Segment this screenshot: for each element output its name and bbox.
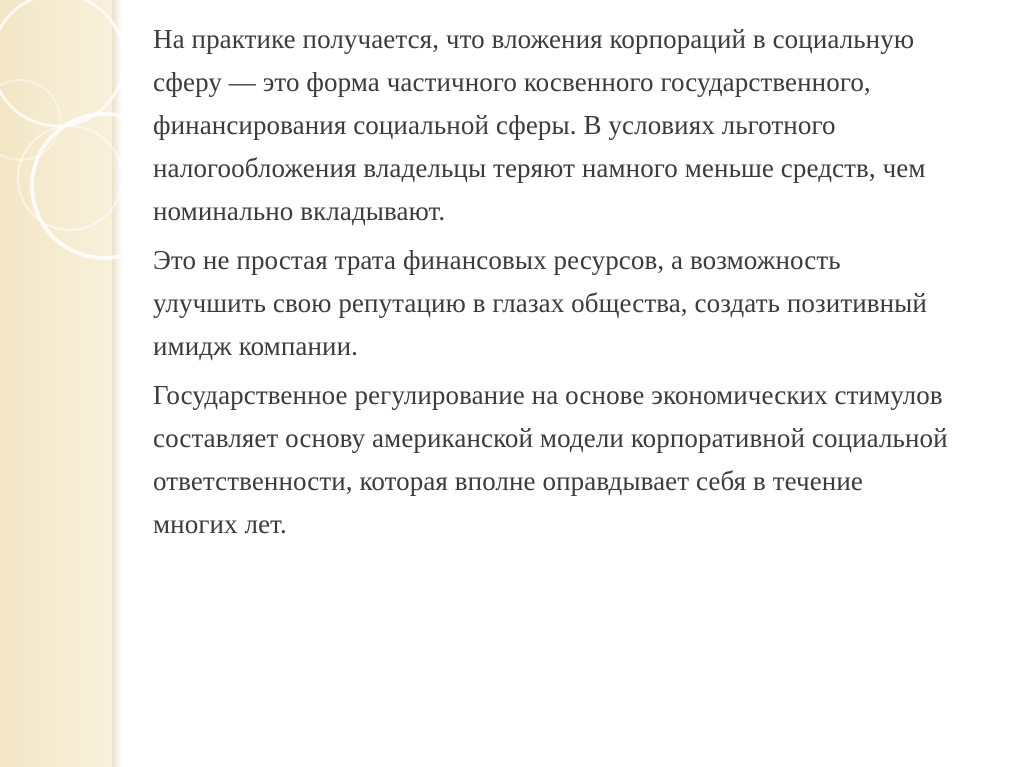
paragraph-3: Государственное регулирование на основе экономических стимулов составляет основу американской модели корпоративной социальной ответственности, которая вполне оправдывает себя в течение многих лет. bbox=[153, 380, 948, 539]
slide-content bbox=[153, 18, 953, 552]
paragraph-2: Это не простая трата финансовых ресурсов, а возможность улучшить свою репутацию в глазах общества, создать позитивный имидж компании. bbox=[153, 245, 927, 361]
ring-ornament-icon bbox=[0, 0, 160, 320]
paragraph-1: На практике получается, что вложения корпораций в социальную сферу — это форма частичного косвенного государственного, финансирования социальной сферы. В условиях льготного налогообложения владельцы теряют намного меньше средств, чем номинально вкладывают. bbox=[153, 24, 926, 226]
